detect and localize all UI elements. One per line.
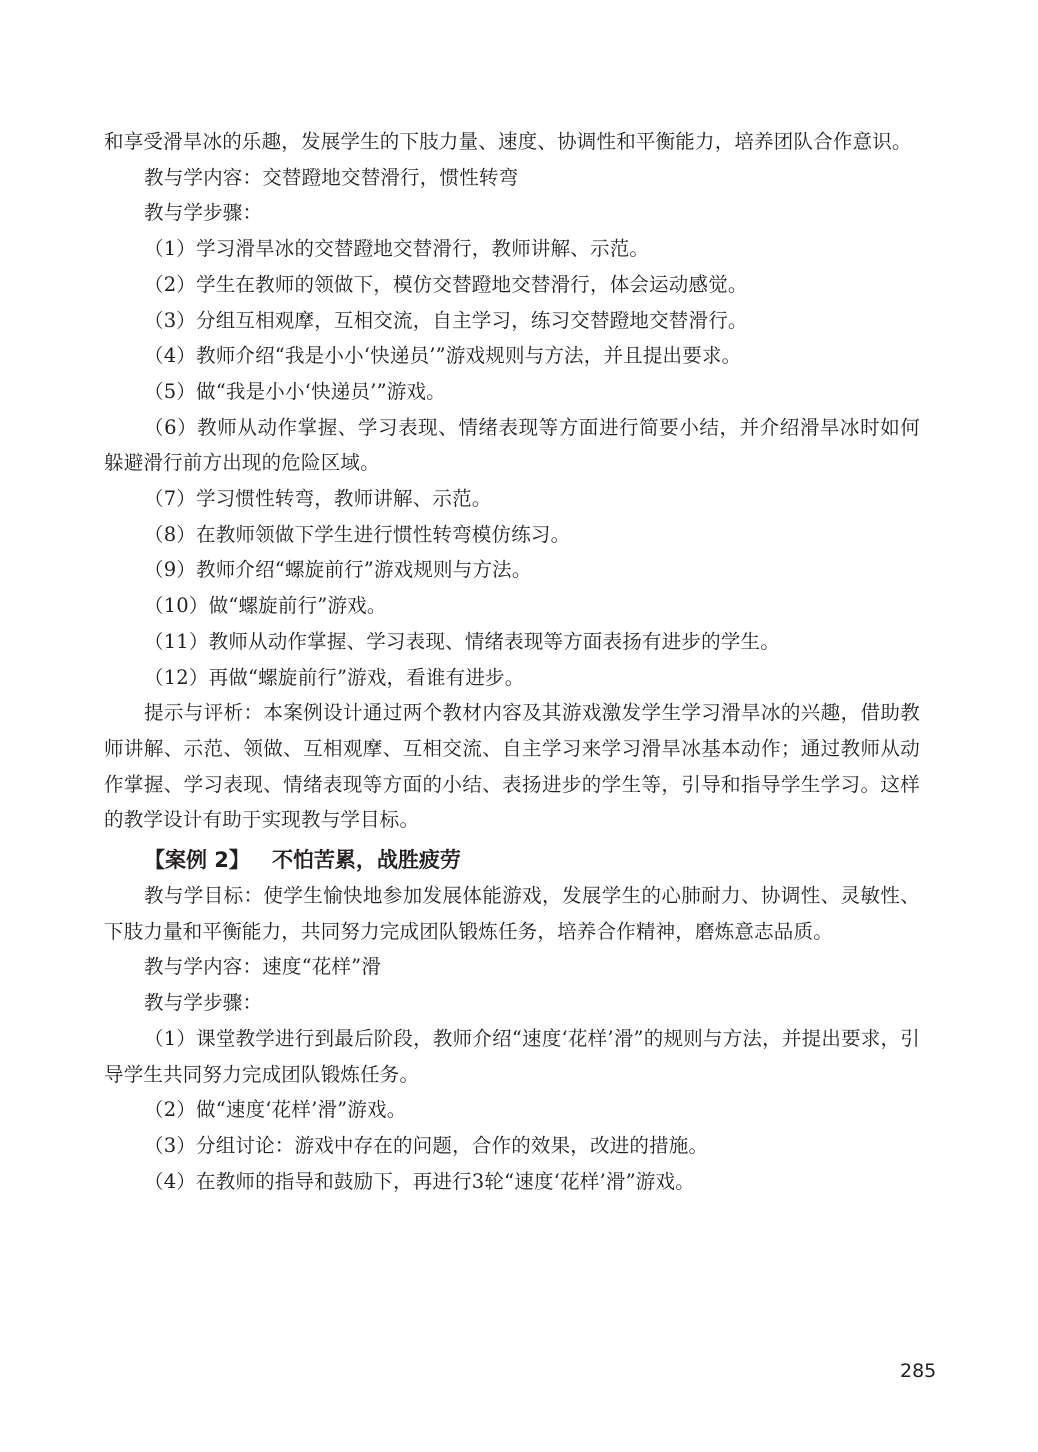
paragraph: （8）在教师领做下学生进行惯性转弯模仿练习。: [144, 522, 571, 546]
paragraph: （5）做“我是小小‘快递员’”游戏。: [144, 379, 446, 403]
paragraph: 和享受滑旱冰的乐趣，发展学生的下肢力量、速度、协调性和平衡能力，培养团队合作意识。: [104, 130, 912, 153]
paragraph: 提示与评析：本案例设计通过两个教材内容及其游戏激发学生学习滑旱冰的兴趣，借助教师讲解、示范、领做、互相观摩、互相交流、自主学习来学习滑旱冰基本动作；通过教师从动作掌握、学习表现、情绪表现等方面的小结、表扬进步的学生等，引导和指导学生学习。这样的教学设计有助于实现教与学目标。: [104, 701, 920, 832]
page-number: 285: [900, 1360, 937, 1382]
paragraph: 教与学内容：速度“花样”滑: [144, 955, 382, 979]
paragraph: （9）教师介绍“螺旋前行”游戏规则与方法。: [144, 558, 532, 582]
paragraph: （1）课堂教学进行到最后阶段，教师介绍“速度‘花样’滑”的规则与方法，并提出要求，引导学生共同努力完成团队锻炼任务。: [104, 1026, 920, 1086]
paragraph: （7）学习惯性转弯，教师讲解、示范。: [144, 487, 492, 511]
case-title: 不怕苦累，战胜疲劳: [271, 848, 461, 873]
case-2-body: [104, 878, 920, 1199]
paragraph: 教与学步骤：: [144, 991, 263, 1015]
paragraph: （3）分组互相观摩，互相交流，自主学习，练习交替蹬地交替滑行。: [144, 308, 748, 332]
paragraph: （1）学习滑旱冰的交替蹬地交替滑行，教师讲解、示范。: [144, 237, 650, 261]
case-label: 【案例 2】: [144, 848, 250, 873]
paragraph: （2）做“速度‘花样’滑”游戏。: [144, 1098, 407, 1122]
paragraph: （4）教师介绍“我是小小‘快递员’”游戏规则与方法，并且提出要求。: [144, 344, 742, 368]
paragraph: （12）再做“螺旋前行”游戏，看谁有进步。: [144, 665, 525, 689]
paragraph: 教与学目标：使学生愉快地参加发展体能游戏，发展学生的心肺耐力、协调性、灵敏性、下肢力量和平衡能力，共同努力完成团队锻炼任务，培养合作精神，磨炼意志品质。: [104, 884, 920, 943]
paragraph: （11）教师从动作掌握、学习表现、情绪表现等方面表扬有进步的学生。: [144, 629, 780, 653]
case-1-continuation: [104, 124, 920, 838]
paragraph: （2）学生在教师的领做下，模仿交替蹬地交替滑行，体会运动感觉。: [144, 272, 748, 296]
case-heading: [104, 842, 920, 878]
paragraph: 教与学内容：交替蹬地交替滑行，惯性转弯: [144, 165, 519, 189]
paragraph: 教与学步骤：: [144, 201, 263, 225]
page-body: [104, 124, 920, 1199]
paragraph: （10）做“螺旋前行”游戏。: [144, 594, 387, 618]
paragraph: （4）在教师的指导和鼓励下，再进行3轮“速度‘花样’滑”游戏。: [144, 1169, 695, 1193]
paragraph: （6）教师从动作掌握、学习表现、情绪表现等方面进行简要小结，并介绍滑旱冰时如何躲避滑行前方出现的危险区域。: [104, 415, 920, 475]
paragraph: （3）分组讨论：游戏中存在的问题，合作的效果，改进的措施。: [144, 1133, 709, 1157]
